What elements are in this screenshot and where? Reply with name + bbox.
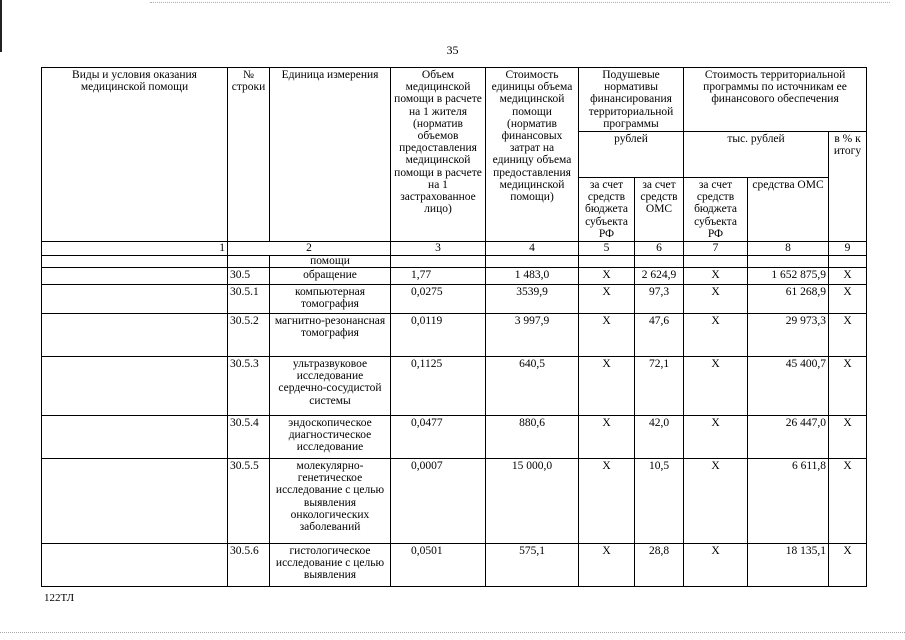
oms-rubles-value: 72,1 xyxy=(635,357,684,416)
continuation-row xyxy=(42,256,867,268)
budget-thousand-value: X xyxy=(684,357,748,416)
oms-thousand-value: 6 611,8 xyxy=(748,459,829,544)
page-number: 35 xyxy=(446,43,459,57)
percent-value: X xyxy=(829,544,867,587)
budget-thousand-value: X xyxy=(684,459,748,544)
empty-cell xyxy=(42,285,228,314)
volume-value: 0,0501 xyxy=(391,544,486,587)
unit-cost-value: 640,5 xyxy=(486,357,579,416)
header-program-cost: Стоимость территориальной программы по источникам ее финансового обеспечения xyxy=(684,68,867,132)
header-kinds-conditions: Виды и условия оказания медицинской помощи xyxy=(42,68,228,242)
empty-cell xyxy=(42,268,228,285)
row-number: 30.5.4 xyxy=(228,416,270,459)
empty-cell xyxy=(42,544,228,587)
medical-care-cost-table xyxy=(41,67,867,587)
row-number: 30.5 xyxy=(228,268,270,285)
column-number: 8 xyxy=(748,242,829,256)
percent-value: X xyxy=(829,357,867,416)
volume-value: 0,0477 xyxy=(391,416,486,459)
empty-cell xyxy=(486,256,579,268)
empty-cell xyxy=(42,416,228,459)
unit-of-measure: ультразвуковое исследование сердечно-сосудистой системы xyxy=(270,357,391,416)
empty-cell xyxy=(42,314,228,357)
budget-rubles-value: X xyxy=(579,459,635,544)
unit-cost-value: 3539,9 xyxy=(486,285,579,314)
header-percent-total: в % к итогу xyxy=(829,132,867,242)
budget-rubles-value: X xyxy=(579,416,635,459)
oms-thousand-value: 61 268,9 xyxy=(748,285,829,314)
column-number: 7 xyxy=(684,242,748,256)
header-oms-rubles: за счет средств ОМС xyxy=(635,177,684,241)
header-budget-rubles: за счет средств бюджета субъекта РФ xyxy=(579,177,635,241)
empty-cell xyxy=(228,256,270,268)
empty-cell xyxy=(42,357,228,416)
row-number: 30.5.2 xyxy=(228,314,270,357)
oms-rubles-value: 28,8 xyxy=(635,544,684,587)
table-row xyxy=(42,459,867,544)
oms-thousand-value: 26 447,0 xyxy=(748,416,829,459)
percent-value: X xyxy=(829,268,867,285)
column-number: 2 xyxy=(228,242,391,256)
budget-thousand-value: X xyxy=(684,416,748,459)
oms-rubles-value: 42,0 xyxy=(635,416,684,459)
budget-rubles-value: X xyxy=(579,314,635,357)
percent-value: X xyxy=(829,459,867,544)
volume-value: 0,0007 xyxy=(391,459,486,544)
row-number: 30.5.1 xyxy=(228,285,270,314)
column-number: 3 xyxy=(391,242,486,256)
row-number: 30.5.3 xyxy=(228,357,270,416)
continuation-text: помощи xyxy=(270,256,391,268)
unit-of-measure: обращение xyxy=(270,268,391,285)
header-thousand-rubles: тыс. рублей xyxy=(684,132,829,178)
unit-of-measure: эндоскопическое диагностическое исследование xyxy=(270,416,391,459)
empty-cell xyxy=(684,256,748,268)
unit-cost-value: 880,6 xyxy=(486,416,579,459)
oms-rubles-value: 97,3 xyxy=(635,285,684,314)
empty-cell xyxy=(635,256,684,268)
budget-thousand-value: X xyxy=(684,314,748,357)
column-number: 5 xyxy=(579,242,635,256)
oms-thousand-value: 45 400,7 xyxy=(748,357,829,416)
percent-value: X xyxy=(829,285,867,314)
unit-of-measure: компьютерная томография xyxy=(270,285,391,314)
table-row xyxy=(42,285,867,314)
row-number: 30.5.6 xyxy=(228,544,270,587)
budget-rubles-value: X xyxy=(579,357,635,416)
oms-thousand-value: 29 973,3 xyxy=(748,314,829,357)
budget-thousand-value: X xyxy=(684,285,748,314)
header-unit-cost: Стоимость единицы объема медицинской помощи (норматив финансовых затрат на единицу объема предоставления медицинской помощи) xyxy=(486,68,579,242)
empty-cell xyxy=(748,256,829,268)
header-per-capita-normatives: Подушевые нормативы финансирования территориальной программы xyxy=(579,68,684,132)
unit-of-measure: магнитно-резонансная томография xyxy=(270,314,391,357)
scan-artifact-top xyxy=(150,2,890,3)
oms-thousand-value: 18 135,1 xyxy=(748,544,829,587)
empty-cell xyxy=(829,256,867,268)
volume-value: 0,0119 xyxy=(391,314,486,357)
empty-cell xyxy=(391,256,486,268)
unit-of-measure: гистологическое исследование с целью выявления xyxy=(270,544,391,587)
oms-rubles-value: 10,5 xyxy=(635,459,684,544)
percent-value: X xyxy=(829,416,867,459)
budget-rubles-value: X xyxy=(579,285,635,314)
oms-rubles-value: 47,6 xyxy=(635,314,684,357)
column-numbers-row xyxy=(42,242,867,256)
budget-thousand-value: X xyxy=(684,268,748,285)
table-row xyxy=(42,268,867,285)
header-row-1 xyxy=(42,68,867,132)
row-number: 30.5.5 xyxy=(228,459,270,544)
volume-value: 0,0275 xyxy=(391,285,486,314)
header-oms-thousand: средства ОМС xyxy=(748,177,829,241)
table-row xyxy=(42,357,867,416)
oms-thousand-value: 1 652 875,9 xyxy=(748,268,829,285)
footer-document-code: 122ТЛ xyxy=(44,592,75,604)
unit-cost-value: 3 997,9 xyxy=(486,314,579,357)
empty-cell xyxy=(42,256,228,268)
unit-of-measure: молекулярно-генетическое исследование с целью выявления онкологических заболеваний xyxy=(270,459,391,544)
header-rubles: рублей xyxy=(579,132,684,178)
column-number: 6 xyxy=(635,242,684,256)
volume-value: 1,77 xyxy=(391,268,486,285)
empty-cell xyxy=(42,459,228,544)
oms-rubles-value: 2 624,9 xyxy=(635,268,684,285)
header-line-number: № строки xyxy=(228,68,270,242)
unit-cost-value: 575,1 xyxy=(486,544,579,587)
unit-cost-value: 15 000,0 xyxy=(486,459,579,544)
percent-value: X xyxy=(829,314,867,357)
empty-cell xyxy=(579,256,635,268)
budget-rubles-value: X xyxy=(579,544,635,587)
column-number: 4 xyxy=(486,242,579,256)
column-number: 9 xyxy=(829,242,867,256)
header-budget-thousand: за счет средств бюджета субъекта РФ xyxy=(684,177,748,241)
scan-artifact-bottom xyxy=(0,632,905,633)
unit-cost-value: 1 483,0 xyxy=(486,268,579,285)
table-row xyxy=(42,544,867,587)
column-number: 1 xyxy=(42,242,228,256)
volume-value: 0,1125 xyxy=(391,357,486,416)
header-unit: Единица измерения xyxy=(270,68,391,242)
budget-rubles-value: X xyxy=(579,268,635,285)
table-row xyxy=(42,416,867,459)
table-row xyxy=(42,314,867,357)
header-volume: Объем медицинской помощи в расчете на 1 жителя (норматив объемов предоставления медицинской помощи в расчете на 1 застрахованное лицо) xyxy=(391,68,486,242)
budget-thousand-value: X xyxy=(684,544,748,587)
